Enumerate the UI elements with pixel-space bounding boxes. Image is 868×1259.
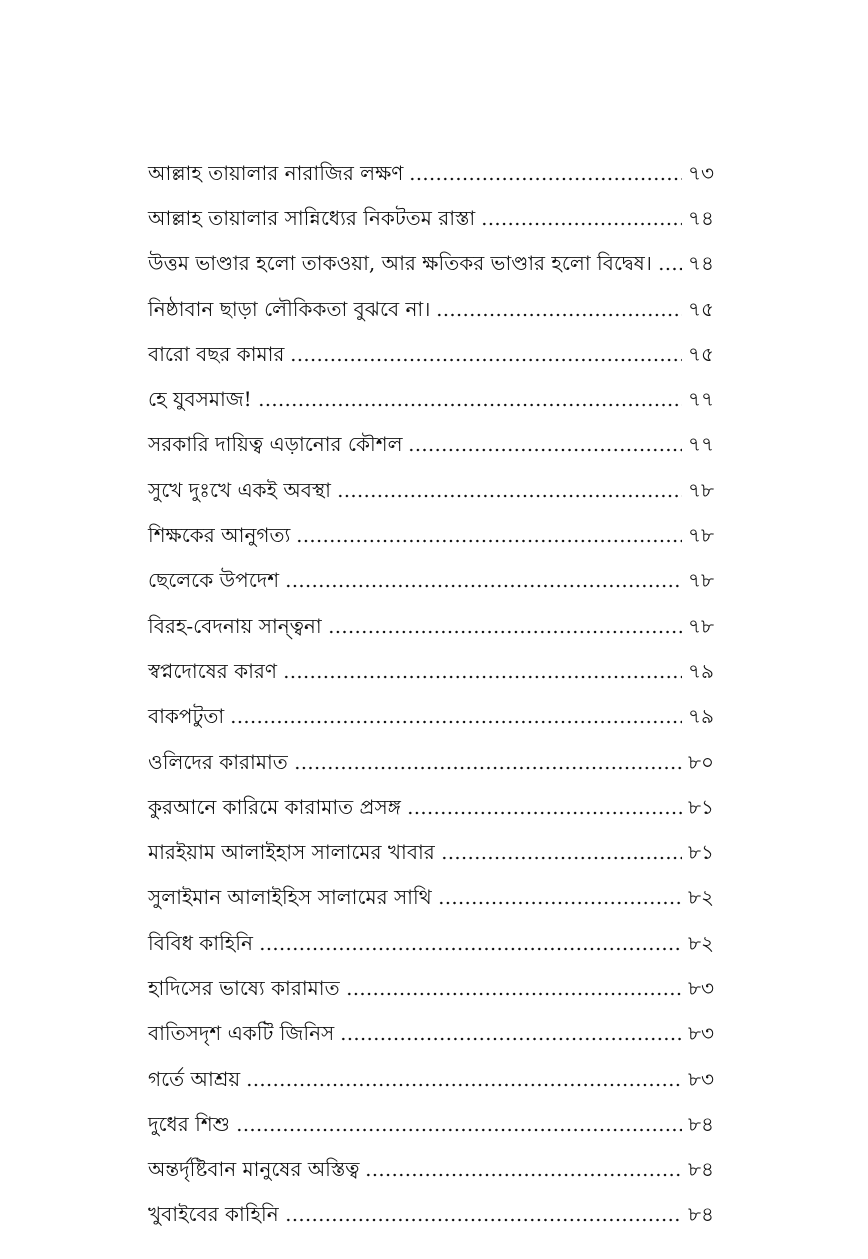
dot-leader [296,539,682,543]
toc-entry [148,558,714,603]
dot-leader [294,766,682,770]
entry-page-number: ৮২ [688,930,714,955]
entry-title: বাকপটুতা [148,704,225,729]
entry-title: অন্তর্দৃষ্টিবান মানুষের অস্তিত্ব [148,1157,360,1182]
toc-entry [148,1101,714,1146]
entry-page-number: ৭৯ [688,704,714,729]
entry-page-number: ৭৮ [688,477,714,502]
toc-entry [148,512,714,557]
entry-title: খুবাইবের কাহিনি [148,1202,279,1227]
dot-leader [441,856,682,860]
entry-page-number: ৮২ [688,885,714,910]
entry-page-number: ৭৭ [687,387,714,412]
dot-leader [290,358,682,362]
entry-page-number: ৮৩ [688,1021,714,1046]
entry-page-number: ৭৮ [688,523,714,548]
entry-page-number: ৮১ [688,840,714,865]
entry-title: বারো বছর কামার [148,341,285,366]
toc-entry [148,422,714,467]
dot-leader [340,1037,682,1041]
entry-page-number: ৭৩ [687,160,714,185]
dot-leader [346,992,682,996]
entry-page-number: ৭৫ [688,296,714,321]
dot-leader [409,177,682,181]
toc-entry [148,1056,714,1101]
toc-entry [148,694,714,739]
entry-page-number: ৮৪ [688,1157,714,1182]
toc-entry [148,829,714,874]
entry-title: ওলিদের কারামাত [148,749,288,774]
toc-entry [148,648,714,693]
dot-leader [285,584,682,588]
entry-title: নিষ্ঠাবান ছাড়া লৌকিকতা বুঝবে না। [148,296,431,321]
dot-leader [283,675,682,679]
entry-page-number: ৮৩ [688,1066,714,1091]
entry-page-number: ৮৩ [688,975,714,1000]
dot-leader [258,403,682,407]
entry-page-number: ৭৮ [688,613,714,638]
entry-title: উত্তম ভাণ্ডার হলো তাকওয়া, আর ক্ষতিকর ভাণ্ডার হলো বিদ্বেষ। [148,251,652,276]
toc-entry [148,150,714,195]
dot-leader [259,947,682,951]
dot-leader [438,901,682,905]
entry-title: শিক্ষকের আনুগত্য [148,523,291,548]
entry-page-number: ৮০ [688,749,714,774]
toc-entry [148,920,714,965]
toc-entry [148,784,714,829]
dot-leader [246,1083,682,1087]
dot-leader [436,313,682,317]
toc-entry [148,286,714,331]
entry-title: দুধের শিশু [148,1111,230,1136]
toc-entry [148,467,714,512]
toc-entry [148,603,714,648]
entry-title: হাদিসের ভাষ্যে কারামাত [148,975,340,1000]
toc-entry [148,875,714,920]
entry-title: হে যুবসমাজ! [148,387,252,412]
toc-entry [148,1147,714,1192]
entry-page-number: ৭৭ [687,432,714,457]
entry-page-number: ৭৪ [688,251,714,276]
toc-entry [148,1192,714,1237]
toc-entry [148,965,714,1010]
toc-entry [148,331,714,376]
toc-entry [148,376,714,421]
dot-leader [365,1173,682,1177]
toc-entry [148,1011,714,1056]
toc-entry [148,195,714,240]
entry-title: স্বপ্নদোষের কারণ [148,658,277,683]
dot-leader [230,720,682,724]
dot-leader [408,448,682,452]
entry-title: বিরহ-বেদনায় সান্ত্বনা [148,613,322,638]
dot-leader [407,811,682,815]
entry-page-number: ৮১ [688,794,714,819]
entry-title: বাতিসদৃশ একটি জিনিস [148,1021,335,1046]
entry-page-number: ৭৮ [688,568,714,593]
entry-title: মারইয়াম আলাইহাস সালামের খাবার [148,840,435,865]
dot-leader [337,494,682,498]
dot-leader [658,267,682,271]
entry-page-number: ৭৪ [688,205,714,230]
toc-entry [148,241,714,286]
entry-title: আল্লাহ তায়ালার সান্নিধ্যের নিকটতম রাস্তা [148,205,476,230]
entry-title: সুলাইমান আলাইহিস সালামের সাথি [148,885,432,910]
entry-title: গর্তে আশ্রয় [148,1066,241,1091]
dot-leader [236,1128,682,1132]
entry-title: সরকারি দায়িত্ব এড়ানোর কৌশল [148,432,403,457]
dot-leader [481,222,682,226]
entry-page-number: ৮৪ [688,1202,714,1227]
table-of-contents [148,150,714,1237]
entry-title: কুরআনে কারিমে কারামাত প্রসঙ্গ [148,794,401,819]
entry-page-number: ৮৪ [688,1111,714,1136]
entry-title: বিবিধ কাহিনি [148,930,253,955]
entry-page-number: ৭৯ [688,658,714,683]
entry-page-number: ৭৫ [688,341,714,366]
entry-title: আল্লাহ তায়ালার নারাজির লক্ষণ [148,160,404,185]
dot-leader [328,630,682,634]
entry-title: ছেলেকে উপদেশ [148,568,280,593]
entry-title: সুখে দুঃখে একই অবস্থা [148,477,331,502]
dot-leader [285,1218,682,1222]
toc-entry [148,739,714,784]
